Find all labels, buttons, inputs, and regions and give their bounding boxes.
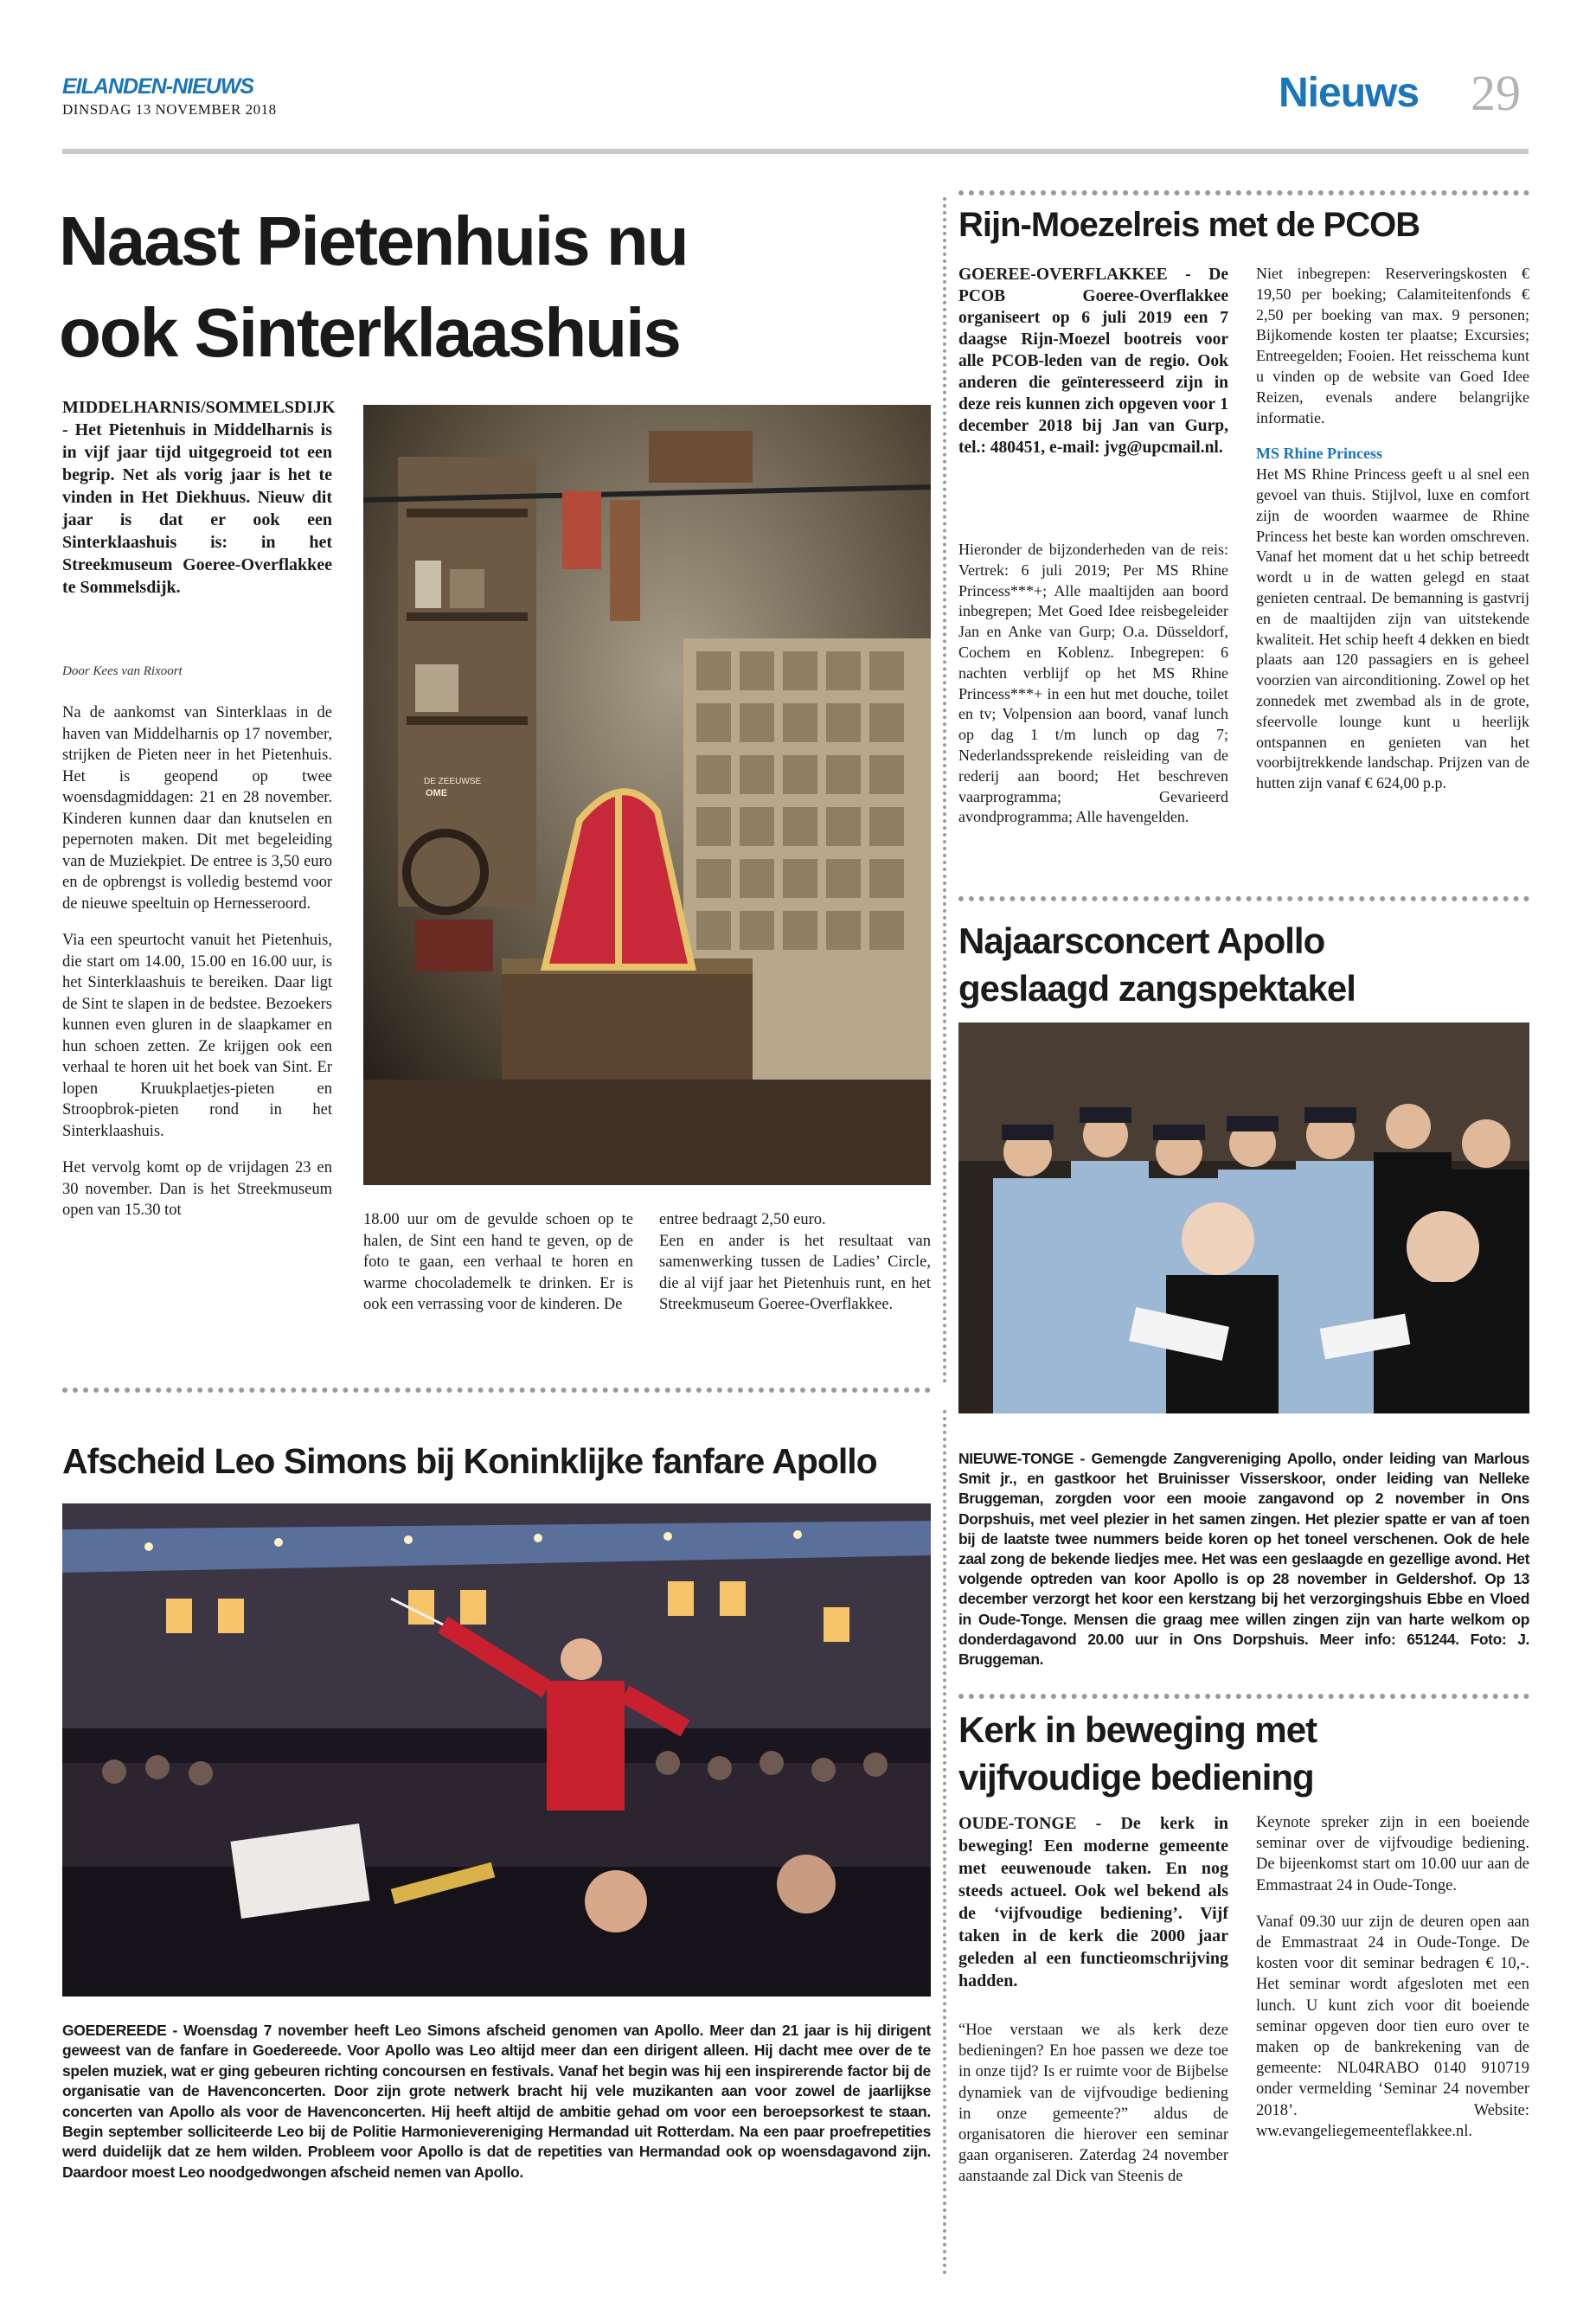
article-leo-headline: Afscheid Leo Simons bij Koninklijke fanfare Apollo — [62, 1441, 877, 1481]
paragraph: Niet inbegrepen: Reserveringskosten € 19,50 per boeking; Calamiteitenfonds € 2,50 per boeking van max. 9 personen; Bijkomende kosten ter plaatse; Excursies; Entreegelden; Fooien. Het reisschema kunt u vinden op de website van Goed Idee Reizen, evenals andere belangrijke informatie. — [1256, 265, 1529, 426]
paragraph: Via een speurtocht vanuit het Pietenhuis, die start om 14.00, 15.00 en 16.00 uur, is het Sinterklaashuis te bereiken. Daar ligt de Sint te slapen in de bedstee. Bezoekers kunnen even gluren in de slaapkamer en hun schoen zetten. Ze krijgen ook een verhaal te horen uit het boek van Sint. Er lopen Kruukplaetjes-pieten en Stroopbrok-pieten rond in het Sinterklaashuis. — [62, 932, 332, 1140]
article-kerk-col1: “Hoe verstaan we als kerk deze bedieningen? En hoe passen we deze toe in onze tijd? Is er ruimte voor de Bijbelse dynamiek van de vijfvoudige bediening in onze gemeente?” aldus de organisatoren die hierover een seminar gaan organiseren. Zaterdag 24 november aanstaande zal Dick van Steenis de — [958, 2022, 1228, 2186]
article-apollo-headline — [958, 917, 1356, 1012]
section-divider — [958, 190, 1529, 195]
headline-line: ook Sinterklaashuis — [59, 294, 680, 371]
column-divider — [943, 197, 946, 1384]
photo-label-text: OME — [426, 788, 448, 798]
paragraph: entree bedraagt 2,50 euro. — [659, 1211, 826, 1228]
article-rijn-col2 — [1256, 264, 1529, 794]
section-divider — [958, 896, 1529, 901]
article-rijn-headline: Rijn-Moezelreis met de PCOB — [958, 206, 1420, 244]
column-divider — [943, 1410, 946, 2275]
section-divider — [958, 1694, 1529, 1699]
headline-line: vijfvoudige bediening — [958, 1757, 1314, 1798]
headline-line: Najaarsconcert Apollo — [958, 920, 1325, 961]
subheading: MS Rhine Princess — [1256, 445, 1382, 463]
mitre-photo — [363, 405, 931, 1185]
article-kerk-col2 — [1256, 1812, 1529, 2142]
section-divider — [62, 1388, 931, 1393]
article-pieten-byline: Door Kees van Rixoort — [62, 664, 183, 678]
article-apollo-caption: NIEUWE-TONGE - Gemengde Zangvereniging Apollo, onder leiding van Marlous Smit jr., en gastkoor het Bruinisser Visserskoor, onder leiding van Nelleke Bruggeman, zorgden voor een mooie zangavond op 2 november in Ons Dorpshuis, met veel plezier in het samen zingen. Het plezier spatte er van af toen bij de laatste twee nummers beide koren op het toneel verschenen. Ook de hele zaal zong de bekende liedjes mee. Het was een geslaagde en gezellige avond. Het volgende optreden van koor Apollo is op 28 november in Geldershof. Op 13 december verzorgt het koor een kerstzang bij het verzorgingshuis Ebbe en Vloed in Oude-Tonge. Mensen die graag mee willen zingen zijn van harte welkom op donderdagavond 20.00 uur in Ons Dorpshuis. Meer info: 651244. Foto: J. Bruggeman. — [958, 1450, 1529, 1669]
paragraph: Een en ander is het resultaat van samenwerking tussen de Ladies’ Circle, die al vijf jaar het Pietenhuis runt, en het Streekmuseum Goeree-Overflakkee. — [659, 1232, 931, 1313]
article-pieten-col2: 18.00 uur om de gevulde schoen op te halen, de Sint een hand te geven, op de foto te gaan, een verhaal te horen en warme chocolademelk te drinken. Er is ook een verrassing voor de kinderen. De — [363, 1211, 633, 1313]
article-leo-caption: GOEDEREEDE - Woensdag 7 november heeft Leo Simons afscheid genomen van Apollo. Meer dan 21 jaar is hij dirigent geweest van de fanfare in Goedereede. Voor Apollo was Leo altijd meer dan een dirigent alleen. Hij dacht mee over de te spelen muziek, wat er ging gebeuren richting concoursen en festivals. Vanaf het begin was hij een inspirerende factor bij de organisatie van de Havenconcerten. Door zijn grote netwerk bracht hij vele muzikanten aan voor zowel de jaarlijkse concerten van Apollo als voor de Havenconcerten. Hij heeft altijd de ambitie gehad om voor een beroepsorkest te staan. Begin september solliciteerde Leo bij de Politie Harmonievereniging Hermandad uit Rotterdam. Na een paar proefrepetities werd duidelijk dat ze hem wilden. Probleem voor Apollo is dat de repetities van Hermandad ook op woensdagavond zijn. Daardoor moest Leo noodgedwongen afscheid nemen van Apollo. — [62, 2022, 931, 2181]
masthead-rule — [62, 149, 1529, 154]
photo-label-text: DE ZEEUWSE — [424, 777, 482, 786]
paragraph: Na de aankomst van Sinterklaas in de haven van Middelharnis op 17 november, strijken de Pieten neer in het Pietenhuis. Het is geopend op twee woensdagmiddagen: 21 en 28 november. Kinderen kunnen daar dan knutselen en pepernoten maken. Dit met begeleiding van de Muziekpiet. De entree is 3,50 euro en de opbrengst is volledig bestemd voor de nieuwe speeltuin op Hernesseroord. — [62, 704, 332, 913]
paragraph: Het MS Rhine Princess geeft u al snel een gevoel van thuis. Stijlvol, luxe en comfort zijn de woorden waarmee de Rhine Princess het beste kan worden omschreven. Vanaf het moment dat u het schip betreedt wordt u in de watten gelegd en staat genieten centraal. De bemanning is gastvrij en de maaltijden zijn van uitstekende kwaliteit. Het schip heeft 4 dekken en biedt plaats aan 120 passagiers en is geheel voorzien van airconditioning. Zowel op het zonnedek met zwembad als in de grote, sfeervolle lounge kunt u heerlijk ontspannen en genieten van het voorbijtrekkende landschap. Prijzen van de hutten zijn vanaf € 624,00 p.p. — [1256, 465, 1529, 792]
headline-line: geslaagd zangspektakel — [958, 968, 1356, 1009]
article-rijn-col1: Hieronder de bijzonderheden van de reis: Vertrek: 6 juli 2019; Per MS Rhine Princess***+; Alle maaltijden aan boord inbegrepen; Met Goed Idee reisbegeleider Jan en Anke van Gurp; O.a. Düsseldorf, Cochem en Koblenz. Inbegrepen: 6 nachten verblijf op het MS Rhine Princess***+ in een hut met douche, toilet en tv; Volpension aan boord, vanaf lunch op dag 1 t/m lunch op dag 7; Nederlandssprekende reisleiding van de rederij aan boord; Het beschreven vaarprogramma; Gevarieerd avondprogramma; Alle havengelden. — [958, 541, 1228, 826]
article-rijn-lead: GOEREE-OVERFLAKKEE - De PCOB Goeree-Overflakkee organiseert op 6 juli 2019 een 7 daagse Rijn-Moezel bootreis voor alle PCOB-leden van de regio. Ook anderen die geïnteresseerd zijn in deze reis kunnen zich opgeven voor 1 december 2018 bij Jan van Gurp, tel.: 480451, e-mail: jvg@upcmail.nl. — [958, 266, 1228, 457]
headline-line: Naast Pietenhuis nu — [59, 202, 688, 279]
headline-line: Kerk in beweging met — [958, 1709, 1317, 1750]
article-pieten-col3 — [659, 1209, 931, 1316]
article-kerk-headline — [958, 1706, 1317, 1801]
paragraph: Het vervolg komt op de vrijdagen 23 en 30 november. Dan is het Streekmuseum open van 15.30 tot — [62, 1159, 332, 1219]
choir-photo — [958, 1022, 1529, 1413]
fanfare-photo — [62, 1503, 931, 1997]
masthead-date: DINSDAG 13 NOVEMBER 2018 — [62, 101, 277, 118]
article-pieten-lead: MIDDELHARNIS/SOMMELSDIJK - Het Pietenhuis in Middelharnis is in vijf jaar tijd uitgegroeid tot een begrip. Net als vorig jaar is het te vinden in Het Diekhuus. Nieuw dit jaar is dat er ook een Sinterklaashuis is: in het Streekmuseum Goeree-Overflakkee te Sommelsdijk. — [62, 398, 336, 597]
page-number: 29 — [1471, 65, 1521, 121]
section-title: Nieuws — [1279, 70, 1420, 116]
article-kerk-lead: OUDE-TONGE - De kerk in beweging! Een moderne gemeente met eeuwenoude taken. En nog steeds actueel. Ook wel bekend als de ‘vijfvoudige bediening’. Vijf taken in de kerk die 2000 jaar geleden al een functieomschrijving hadden. — [958, 1814, 1228, 1990]
article-pieten-col1 — [62, 702, 332, 1221]
masthead-logo: EILANDEN-NIEUWS — [62, 74, 254, 99]
paragraph: Vanaf 09.30 uur zijn de deuren open aan de Emmastraat 24 in Oude-Tonge. De kosten voor dit seminar bedragen € 10,-. Het seminar wordt afgesloten met een lunch. U kunt zich voor dit boeiende seminar opgeven door tien euro over te maken op de bankrekening van de gemeente: NL04RABO 0140 910719 onder vermelding ‘Seminar 24 november 2018’. Website: ww.evangeliegemeenteflakkee.nl. — [1256, 1913, 1529, 2140]
paragraph: Keynote spreker zijn in een boeiende seminar over de vijfvoudige bediening. De bijeenkomst start om 10.00 uur aan de Emmastraat 24 in Oude-Tonge. — [1256, 1814, 1529, 1894]
article-pieten-headline — [59, 195, 924, 379]
